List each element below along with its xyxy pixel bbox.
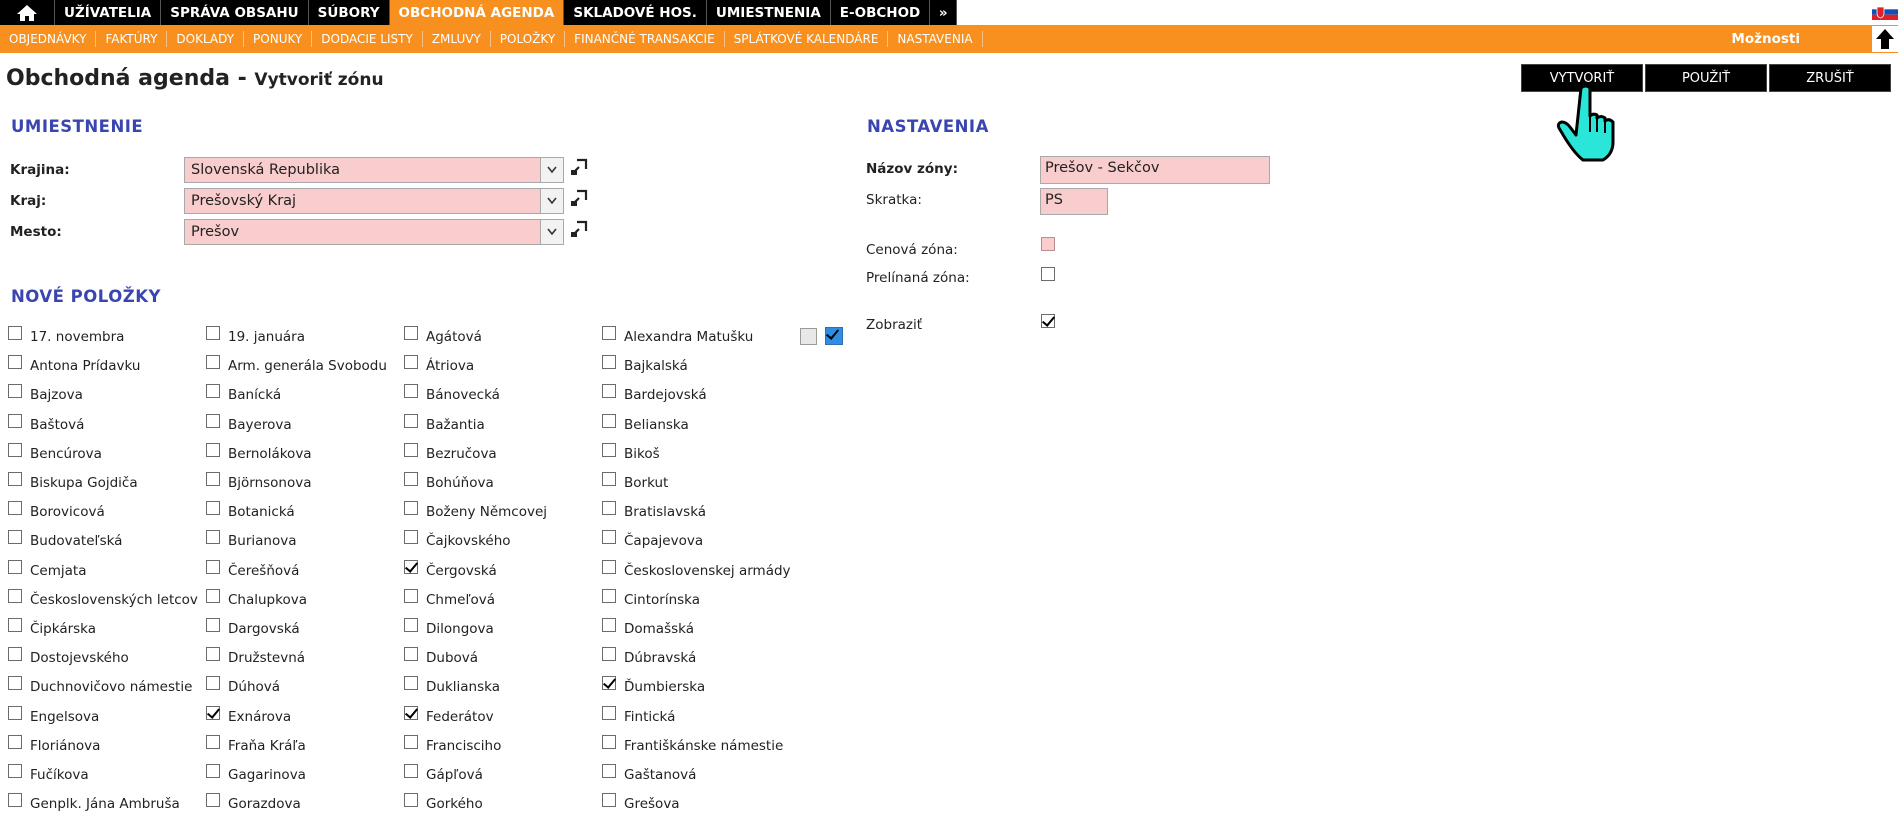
subnav-item[interactable]: DOKLADY: [167, 31, 244, 47]
scroll-up-icon[interactable]: [1872, 26, 1898, 52]
street-label: Floriánova: [30, 738, 101, 754]
location-heading: UMIESTNENIE: [11, 117, 144, 136]
street-checkbox[interactable]: [602, 589, 616, 603]
street-label: Dúbravská: [624, 650, 697, 666]
topnav-item[interactable]: E-OBCHOD: [831, 0, 930, 25]
street-checkbox[interactable]: [404, 326, 418, 340]
street-checkbox[interactable]: [206, 618, 220, 632]
street-checkbox[interactable]: [404, 355, 418, 369]
street-checkbox[interactable]: [206, 530, 220, 544]
subnav-item[interactable]: ZMLUVY: [423, 31, 491, 47]
picker-icon[interactable]: [570, 220, 588, 238]
subnav-item[interactable]: DODACIE LISTY: [312, 31, 423, 47]
street-label: Átriova: [426, 358, 475, 374]
street-label: Borkut: [624, 475, 669, 491]
show-label: Zobraziť: [866, 317, 923, 333]
sub-navigation: [0, 25, 1898, 53]
street-checkbox[interactable]: [602, 618, 616, 632]
street-label: Engelsova: [30, 709, 100, 725]
street-label: Chalupkova: [228, 592, 307, 608]
street-label: Bratislavská: [624, 504, 707, 520]
street-checkbox[interactable]: [602, 560, 616, 574]
country-select[interactable]: [184, 157, 564, 183]
street-label: Dúhová: [228, 679, 281, 695]
topnav-item[interactable]: SÚBORY: [309, 0, 390, 25]
street-label: Bernolákova: [228, 446, 312, 462]
page-title: [6, 66, 384, 91]
subnav-item[interactable]: POLOŽKY: [491, 31, 565, 47]
street-checkbox[interactable]: [8, 706, 22, 720]
street-label: Bikoš: [624, 446, 660, 462]
more-menu-button[interactable]: »: [930, 0, 957, 25]
street-checkbox[interactable]: [8, 793, 22, 807]
street-label: Fučíkova: [30, 767, 89, 783]
settings-heading: NASTAVENIA: [867, 117, 989, 136]
street-label: Biskupa Gojdiča: [30, 475, 138, 491]
street-label: Bencúrova: [30, 446, 102, 462]
street-checkbox[interactable]: [8, 443, 22, 457]
street-label: Gápľová: [426, 767, 483, 783]
street-checkbox[interactable]: [8, 676, 22, 690]
street-label: Budovateľská: [30, 533, 123, 549]
street-checkbox[interactable]: [404, 735, 418, 749]
street-checkbox[interactable]: [8, 735, 22, 749]
street-checkbox[interactable]: [206, 501, 220, 515]
street-checkbox[interactable]: [404, 530, 418, 544]
street-checkbox[interactable]: [206, 793, 220, 807]
street-checkbox[interactable]: [404, 676, 418, 690]
street-label: Arm. generála Svobodu: [228, 358, 387, 374]
zone-name-input[interactable]: Prešov - Sekčov: [1040, 156, 1270, 184]
street-label: Genplk. Jána Ambruša: [30, 796, 180, 812]
street-checkbox[interactable]: [206, 472, 220, 486]
street-label: Bayerova: [228, 417, 292, 433]
street-label: 17. novembra: [30, 329, 125, 345]
title-separator: -: [229, 66, 255, 91]
street-label: Františkánske námestie: [624, 738, 784, 754]
street-label: Bánovecká: [426, 387, 500, 403]
top-nav-bar: [0, 0, 957, 25]
street-checkbox[interactable]: [602, 326, 616, 340]
street-checkbox[interactable]: [8, 618, 22, 632]
street-label: Ďumbierska: [624, 679, 706, 695]
street-label: Fraňa Kráľa: [228, 738, 306, 754]
street-checkbox[interactable]: [206, 326, 220, 340]
subnav-item[interactable]: OBJEDNÁVKY: [0, 31, 96, 47]
chevron-down-icon: [540, 158, 563, 182]
show-checkbox[interactable]: [1041, 314, 1055, 328]
street-label: Gorazdova: [228, 796, 301, 812]
price-zone-checkbox[interactable]: [1041, 237, 1055, 251]
street-checkbox[interactable]: [404, 472, 418, 486]
topnav-item[interactable]: UŽÍVATELIA: [55, 0, 161, 25]
street-checkbox[interactable]: [602, 764, 616, 778]
street-label: Antona Prídavku: [30, 358, 141, 374]
street-label: Cemjata: [30, 563, 87, 579]
topnav-item[interactable]: SKLADOVÉ HOS.: [564, 0, 707, 25]
street-checkbox[interactable]: [8, 764, 22, 778]
street-label: Agátová: [426, 329, 482, 345]
street-label: Čerešňová: [228, 563, 300, 579]
street-label: Gorkého: [426, 796, 483, 812]
street-checkbox[interactable]: [602, 676, 616, 690]
street-checkbox[interactable]: [8, 647, 22, 661]
street-checkbox[interactable]: [206, 384, 220, 398]
street-checkbox[interactable]: [8, 472, 22, 486]
abbr-label: Skratka:: [866, 192, 922, 208]
street-label: Belianska: [624, 417, 689, 433]
street-checkbox[interactable]: [404, 414, 418, 428]
overlap-zone-label: Prelínaná zóna:: [866, 270, 970, 286]
city-value: Prešov: [191, 224, 240, 240]
street-checkbox[interactable]: [404, 706, 418, 720]
street-label: Čajkovského: [426, 533, 511, 549]
street-label: Bezručova: [426, 446, 497, 462]
home-icon[interactable]: [0, 0, 55, 25]
street-checkbox[interactable]: [206, 414, 220, 428]
cancel-button[interactable]: ZRUŠIŤ: [1769, 64, 1891, 92]
street-checkbox[interactable]: [602, 414, 616, 428]
street-label: Cintorínska: [624, 592, 701, 608]
street-checkbox[interactable]: [404, 589, 418, 603]
street-checkbox[interactable]: [8, 589, 22, 603]
street-label: Československej armády: [624, 563, 791, 579]
subnav-item[interactable]: FAKTÚRY: [96, 31, 167, 47]
street-label: Francisciho: [426, 738, 502, 754]
street-label: Gaštanová: [624, 767, 697, 783]
street-checkbox[interactable]: [206, 676, 220, 690]
city-label: Mesto:: [10, 224, 62, 240]
street-label: Grešova: [624, 796, 680, 812]
street-label: Družstevná: [228, 650, 306, 666]
street-checkbox[interactable]: [206, 589, 220, 603]
street-checkbox[interactable]: [206, 764, 220, 778]
overlap-zone-checkbox[interactable]: [1041, 267, 1055, 281]
chevron-down-icon: [540, 220, 563, 244]
street-checkbox[interactable]: [206, 647, 220, 661]
chevron-down-icon: [540, 189, 563, 213]
street-checkbox[interactable]: [206, 560, 220, 574]
street-label: Dubová: [426, 650, 479, 666]
slovak-flag-icon[interactable]: [1872, 4, 1898, 20]
street-checkbox[interactable]: [602, 443, 616, 457]
apply-button[interactable]: POUŽIŤ: [1645, 64, 1767, 92]
region-select[interactable]: [184, 188, 564, 214]
street-label: Duchnovičovo námestie: [30, 679, 193, 695]
street-label: Dargovská: [228, 621, 300, 637]
select-all-checkbox[interactable]: [825, 327, 843, 345]
street-checkbox[interactable]: [404, 618, 418, 632]
topnav-item[interactable]: UMIESTNENIA: [707, 0, 831, 25]
abbr-input[interactable]: PS: [1040, 188, 1108, 215]
street-label: Burianova: [228, 533, 297, 549]
street-checkbox[interactable]: [206, 735, 220, 749]
street-label: Bajzova: [30, 387, 83, 403]
street-checkbox[interactable]: [8, 501, 22, 515]
new-items-heading: NOVÉ POLOŽKY: [11, 287, 161, 306]
price-zone-label: Cenová zóna:: [866, 242, 958, 258]
street-label: Československých letcov: [30, 592, 198, 608]
street-checkbox[interactable]: [602, 735, 616, 749]
street-label: Duklianska: [426, 679, 500, 695]
street-checkbox[interactable]: [602, 793, 616, 807]
street-checkbox[interactable]: [8, 414, 22, 428]
street-label: Alexandra Matušku: [624, 329, 754, 345]
create-button[interactable]: VYTVORIŤ: [1521, 64, 1643, 92]
street-label: Banícká: [228, 387, 282, 403]
street-checkbox[interactable]: [602, 355, 616, 369]
subnav-item[interactable]: NASTAVENIA: [888, 31, 982, 47]
street-label: 19. januára: [228, 329, 305, 345]
street-label: Baštová: [30, 417, 85, 433]
subnav-item[interactable]: PONUKY: [244, 31, 312, 47]
street-label: Dilongova: [426, 621, 494, 637]
options-menu[interactable]: Možnosti: [1731, 31, 1800, 47]
street-label: Björnsonova: [228, 475, 312, 491]
street-checkbox[interactable]: [404, 443, 418, 457]
zone-name-label: Názov zóny:: [866, 161, 958, 177]
street-label: Čipkárska: [30, 621, 97, 637]
street-label: Fintická: [624, 709, 676, 725]
street-checkbox[interactable]: [602, 384, 616, 398]
topnav-item[interactable]: OBCHODNÁ AGENDA: [390, 0, 565, 25]
street-checkbox[interactable]: [8, 530, 22, 544]
street-checkbox[interactable]: [404, 764, 418, 778]
street-label: Exnárova: [228, 709, 292, 725]
street-checkbox[interactable]: [404, 647, 418, 661]
street-checkbox[interactable]: [602, 501, 616, 515]
subnav-item[interactable]: FINANČNÉ TRANSAKCIE: [565, 31, 724, 47]
street-checkbox[interactable]: [404, 560, 418, 574]
street-label: Borovicová: [30, 504, 105, 520]
street-checkbox[interactable]: [206, 443, 220, 457]
street-label: Domašská: [624, 621, 694, 637]
page-title-main: Obchodná agenda: [6, 66, 230, 91]
street-checkbox[interactable]: [8, 384, 22, 398]
street-checkbox[interactable]: [8, 560, 22, 574]
region-value: Prešovský Kraj: [191, 193, 297, 209]
street-label: Botanická: [228, 504, 295, 520]
country-label: Krajina:: [10, 162, 70, 178]
street-checkbox[interactable]: [602, 706, 616, 720]
hand-cursor-icon: [1553, 82, 1623, 162]
street-checkbox[interactable]: [8, 326, 22, 340]
country-value: Slovenská Republika: [191, 162, 341, 178]
street-label: Bažantia: [426, 417, 485, 433]
street-label: Dostojevského: [30, 650, 129, 666]
street-checkbox[interactable]: [206, 706, 220, 720]
street-checkbox[interactable]: [8, 355, 22, 369]
street-label: Boženy Němcovej: [426, 504, 548, 520]
street-checkbox[interactable]: [602, 472, 616, 486]
street-label: Gagarinova: [228, 767, 306, 783]
street-label: Bohúňova: [426, 475, 494, 491]
region-label: Kraj:: [10, 193, 47, 209]
street-label: Chmeľová: [426, 592, 496, 608]
street-label: Bardejovská: [624, 387, 707, 403]
street-checkbox[interactable]: [404, 384, 418, 398]
city-select[interactable]: [184, 219, 564, 245]
top-navigation: [0, 0, 1898, 25]
topnav-item[interactable]: SPRÁVA OBSAHU: [161, 0, 308, 25]
picker-icon[interactable]: [570, 189, 588, 207]
street-checkbox[interactable]: [404, 501, 418, 515]
street-checkbox[interactable]: [404, 793, 418, 807]
street-checkbox[interactable]: [602, 530, 616, 544]
street-checkbox[interactable]: [206, 355, 220, 369]
street-label: Federátov: [426, 709, 494, 725]
street-label: Čergovská: [426, 563, 497, 579]
street-checkbox[interactable]: [602, 647, 616, 661]
page-subtitle: Vytvoriť zónu: [254, 70, 384, 90]
picker-icon[interactable]: [570, 158, 588, 176]
street-label: Bajkalská: [624, 358, 688, 374]
subnav-item[interactable]: SPLÁTKOVÉ KALENDÁRE: [725, 31, 889, 47]
deselect-all-checkbox[interactable]: [800, 328, 817, 345]
street-label: Čapajevova: [624, 533, 704, 549]
